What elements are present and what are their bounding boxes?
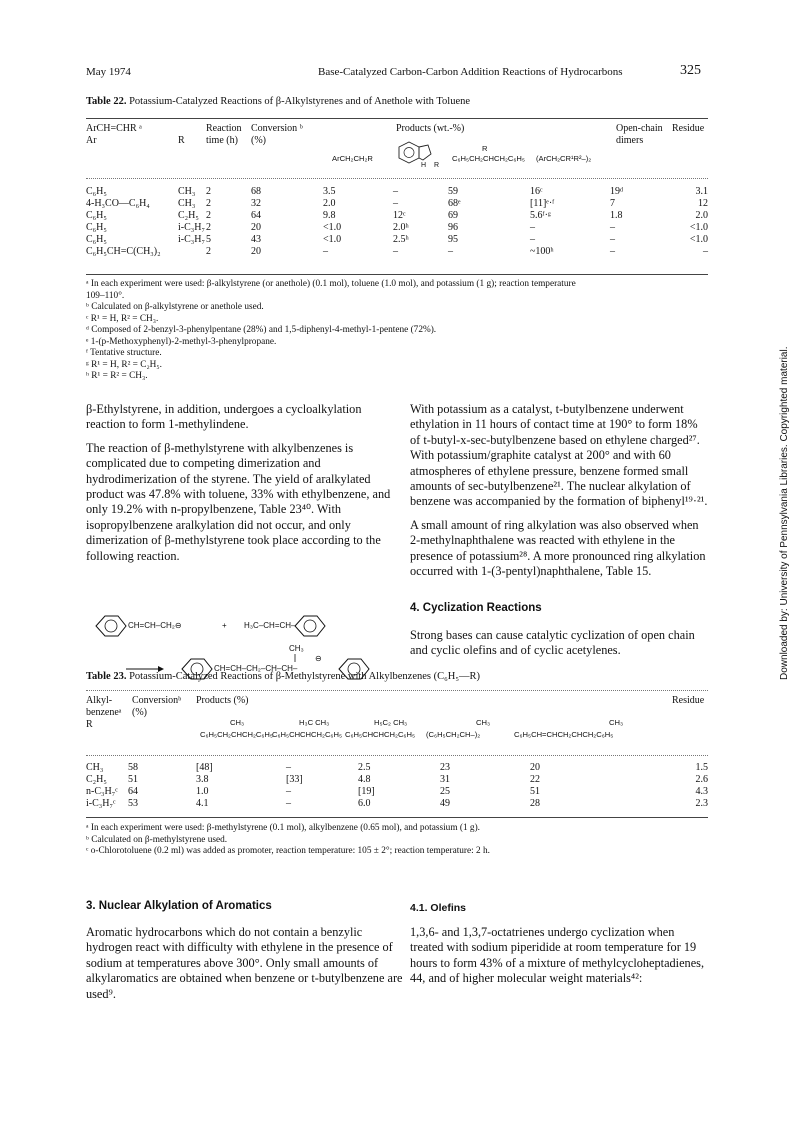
table-row (86, 798, 708, 810)
footnote: ᵈ Composed of 2-benzyl-3-phenylpentane (28%) and 1,5-diphenyl-4-methyl-1-pentene (72%). (86, 325, 437, 335)
table-cell: 20 (251, 222, 261, 233)
table-cell: [33] (286, 774, 303, 785)
table-cell: 1.5 (695, 762, 708, 773)
table-cell: – (286, 798, 291, 809)
table-cell: i-C₃H₇ᶜ (86, 798, 116, 809)
footnote: ᵃ In each experiment were used: β-alkylstyrene (or anethole) (0.1 mol), toluene (1.0 mol), and potassium (1 g); reaction temperature (86, 279, 576, 289)
right-column-text (410, 402, 710, 587)
section-heading-cyclization: 4. Cyclization Reactions (410, 602, 542, 614)
table-cell: 2.0 (695, 210, 708, 221)
table-cell: 2.0 (323, 198, 336, 209)
table-row (86, 762, 708, 774)
table-cell: 4.8 (358, 774, 371, 785)
table-cell: C₆H₅ (86, 210, 107, 221)
table-cell: – (393, 186, 398, 197)
table-row (86, 222, 708, 234)
table23-header: Alkyl- benzeneᵃ R Conversionᵇ (%) Products (%) Residue CH₃ C₆H₅CH₂CHCH₂C₆H₅ H₃C CH₃ C₆H₅CHCHCH₂C₆H₅ H₅C₂ CH₃ C₆H₅CHCHCH₂C₆H₅ CH₃ (C₆H₅CH₂CH–)₂ CH₃ C₆H₅CH=CHCH₂CHCH₂C₆H₅ (86, 695, 705, 739)
table-cell: – (323, 246, 328, 257)
table-cell: 53 (128, 798, 138, 809)
section-heading-nuclear-alkylation: 3. Nuclear Alkylation of Aromatics (86, 900, 272, 912)
table-cell: 95 (448, 234, 458, 245)
table-cell: – (393, 246, 398, 257)
paragraph: Aromatic hydrocarbons which do not contain a benzylic hydrogen react with difficulty with ethylene in the presence of sodium at temperatures above 300°. Only small amounts of alkylaromatics are obtained when benzene or t-butylbenzene are used⁹. (86, 925, 403, 1001)
footnote: ᶜ R¹ = H, R² = CH₃. (86, 313, 159, 324)
paragraph: Strong bases can cause catalytic cyclization of open chain and cyclic olefins and of cyclic acetylenes. (410, 628, 695, 658)
header-title: Base-Catalyzed Carbon-Carbon Addition Reactions of Hydrocarbons (318, 66, 623, 78)
table-cell: 51 (128, 774, 138, 785)
table-cell: 7 (610, 198, 615, 209)
paragraph: 1,3,6- and 1,3,7-octatrienes undergo cyclization when treated with sodium piperidide at room temperature for 19 hours to form 43% of a mixture of methylcycloheptadienes, 44, and of higher molecular weight materials⁴²: (410, 925, 705, 986)
table-cell: 2 (206, 186, 211, 197)
table-cell: n-C₃H₇ᶜ (86, 786, 118, 797)
table-row (86, 186, 708, 198)
table-cell: – (448, 246, 453, 257)
table-cell: – (610, 234, 615, 245)
table-cell: <1.0 (689, 234, 708, 245)
table-cell: C₂H₅ (178, 210, 199, 221)
table-cell: 1.0 (196, 786, 209, 797)
table-cell: – (610, 222, 615, 233)
table-cell: 49 (440, 798, 450, 809)
table-cell: 96 (448, 222, 458, 233)
table-cell: 5.6ᶠ·ᵍ (530, 210, 551, 221)
table22-footnotes (86, 279, 576, 383)
table22-top-rule (86, 118, 708, 119)
table-cell: 12ᶜ (393, 210, 406, 221)
table22-bottom-rule (86, 274, 708, 275)
table22-body (86, 186, 708, 258)
table-cell: – (610, 246, 615, 257)
table-cell: 59 (448, 186, 458, 197)
table-cell: 2.5ʰ (393, 234, 409, 245)
table-cell: 2 (206, 222, 211, 233)
table22-caption: Table 22. Potassium-Catalyzed Reactions of β-Alkylstyrenes and of Anethole with Toluene (86, 96, 471, 107)
table-cell: C₆H₅CH=C(CH₃)₂ (86, 246, 161, 257)
table-cell: 64 (128, 786, 138, 797)
table-cell: C₂H₅ (86, 774, 107, 785)
table-cell: 51 (530, 786, 540, 797)
paragraph: A small amount of ring alkylation was also observed when 2-methylnaphthalene was reacted with ethylene in the presence of potassium²⁸. A more pronounced ring alkylation occurred with 1-(3-pentyl)naphthalene, Table 15. (410, 517, 706, 579)
table-cell: 6.0 (358, 798, 371, 809)
table-cell: 68 (251, 186, 261, 197)
table-cell: 2.3 (695, 798, 708, 809)
table-cell: ~100ʰ (530, 246, 554, 257)
footnote: 109–110°. (86, 290, 125, 301)
section-heading-olefins: 4.1. Olefins (410, 902, 467, 914)
table-cell: 2.6 (695, 774, 708, 785)
left-column-text (86, 402, 404, 572)
page-number: 325 (680, 63, 701, 78)
table23-caption: Table 23. Potassium-Catalyzed Reactions of β-Methylstyrene with Alkylbenzenes (C₆H₅—R) (86, 671, 481, 682)
table23-footnotes (86, 823, 490, 858)
footnote: ᵇ Calculated on β-alkylstyrene or anethole used. (86, 302, 264, 312)
table-cell: 22 (530, 774, 540, 785)
table-row (86, 786, 708, 798)
table-cell: 16ᶜ (530, 186, 543, 197)
table-cell: 2 (206, 246, 211, 257)
table23-top-rule (86, 690, 708, 691)
table-cell: 9.8 (323, 210, 336, 221)
table-cell: 58 (128, 762, 138, 773)
table-cell: 28 (530, 798, 540, 809)
table-cell: 69 (448, 210, 458, 221)
table-cell: C₆H₅ (86, 186, 107, 197)
table23-body (86, 762, 708, 810)
footnote: ᵉ 1-(p-Methoxyphenyl)-2-methyl-3-phenylpropane. (86, 336, 277, 347)
table-cell: 43 (251, 234, 261, 245)
table-cell: <1.0 (323, 234, 342, 245)
table-cell: 4-H₃CO—C₆H₄ (86, 198, 150, 209)
table-row (86, 774, 708, 786)
table-cell: 4.1 (196, 798, 209, 809)
table-cell: 2.0ʰ (393, 222, 409, 233)
table-cell: 25 (440, 786, 450, 797)
table-cell: 3.1 (695, 186, 708, 197)
side-copyright-note: Downloaded by: University of Pennsylvania Libraries. Copyrighted material. (779, 346, 790, 680)
bottom-left-text (86, 925, 404, 1010)
table-cell (178, 246, 206, 258)
table-cell: 2 (206, 198, 211, 209)
table-cell: – (286, 786, 291, 797)
header-date: May 1974 (86, 66, 131, 78)
table-cell: 20 (251, 246, 261, 257)
table-cell: 2.5 (358, 762, 371, 773)
footnote: ᵇ Calculated on β-methylstyrene used. (86, 834, 228, 845)
footnote: ᶠ Tentative structure. (86, 348, 162, 358)
table-cell: – (286, 762, 291, 773)
table-row (86, 246, 708, 258)
table-row (86, 234, 708, 246)
table-cell: 64 (251, 210, 261, 221)
reaction-scheme: CH=CH–CH₂⊖ + H₃C–CH=CH– CH₃ ⊖ CH=CH–CH₂–CH–CH– (86, 608, 406, 683)
footnote: ᵍ R¹ = H, R² = C₂H₅. (86, 359, 162, 370)
table-cell: 4.3 (695, 786, 708, 797)
table-cell: 12 (698, 198, 708, 209)
table-cell: – (530, 222, 535, 233)
table-cell: 3.5 (323, 186, 336, 197)
bottom-right-text (410, 925, 710, 995)
table-cell: 19ᵈ (610, 186, 624, 197)
table-cell: CH₃ (86, 762, 104, 773)
table-cell: i-C₃H₇ (178, 222, 205, 233)
table-cell: 1.8 (610, 210, 623, 221)
table22-header: ArCH=CHR ᵃ Ar R Reaction time (h) Conversion ᵇ (%) Products (wt.-%) ArCH₂CH₂R H R C₆H₅CH₂CHCH₂C₆H₅ R (ArCH₂CR¹R²–)₂ Open-chain dimers Residue (86, 123, 705, 169)
table-cell: – (393, 198, 398, 209)
table-cell: 5 (206, 234, 211, 245)
footnote: ᶜ o-Chlorotoluene (0.2 ml) was added as promoter, reaction temperature: 105 ± 2°; reaction temperature: 2 h. (86, 846, 491, 856)
table-cell: [48] (196, 762, 213, 773)
table-cell: 23 (440, 762, 450, 773)
table-cell: <1.0 (323, 222, 342, 233)
table-cell: [19] (358, 786, 375, 797)
table-cell: 3.8 (196, 774, 209, 785)
table-cell: C₆H₅ (86, 222, 107, 233)
table-cell: 32 (251, 198, 261, 209)
paragraph: With potassium as a catalyst, t-butylbenzene underwent ethylation in 11 hours of contact time at 190° to form 18% of t-butyl-x-sec-butylbenzene based on ethylene charged²⁷. With potassium/graphite catalyst at 200° and with 60 atmospheres of ethylene pressure, benzene formed small amounts of sec-butylbenzene²¹. The nuclear alkylation of benzene was accompanied by the formation of biphenyl¹⁹·²¹. (410, 402, 708, 509)
right-column-text-2 (410, 628, 710, 667)
table-row (86, 210, 708, 222)
paragraph: The reaction of β-methylstyrene with alkylbenzenes is complicated due to competing dimerization and hydrodimerization of the styrene. The yield of aralkylated product was 47.8% with toluene, 33% with ethylbenzene, and only 19.2% with n-propylbenzene, Table 23⁴⁰. With isopropylbenzene aralkylation did not occur, and only dimerization of β-methylstyrene took place according to the following reaction. (86, 440, 391, 563)
table-cell: 2 (206, 210, 211, 221)
table-cell: <1.0 (689, 222, 708, 233)
table-cell: C₆H₅ (86, 234, 107, 245)
footnote: ᵃ In each experiment were used: β-methylstyrene (0.1 mol), alkylbenzene (0.65 mol), and potassium (1 g). (86, 823, 481, 833)
table-cell: CH₃ (178, 186, 196, 197)
table-cell: – (703, 246, 708, 257)
table-cell: – (530, 234, 535, 245)
table-cell: CH₃ (178, 198, 196, 209)
table-cell: 68ᵉ (448, 198, 461, 209)
table-cell: 20 (530, 762, 540, 773)
table22-mid-rule (86, 178, 708, 179)
footnote: ʰ R¹ = R² = CH₃. (86, 371, 148, 381)
table23-mid-rule (86, 755, 708, 756)
table23-bottom-rule (86, 817, 708, 818)
table-row (86, 198, 708, 210)
paragraph: β-Ethylstyrene, in addition, undergoes a cycloalkylation reaction to form 1-methylindene. (86, 402, 362, 432)
table-cell: [11]ᵉ·ᶠ (530, 198, 555, 209)
table-cell: i-C₃H₇ (178, 234, 205, 245)
table-cell: 31 (440, 774, 450, 785)
indane-structure-icon (393, 141, 437, 169)
